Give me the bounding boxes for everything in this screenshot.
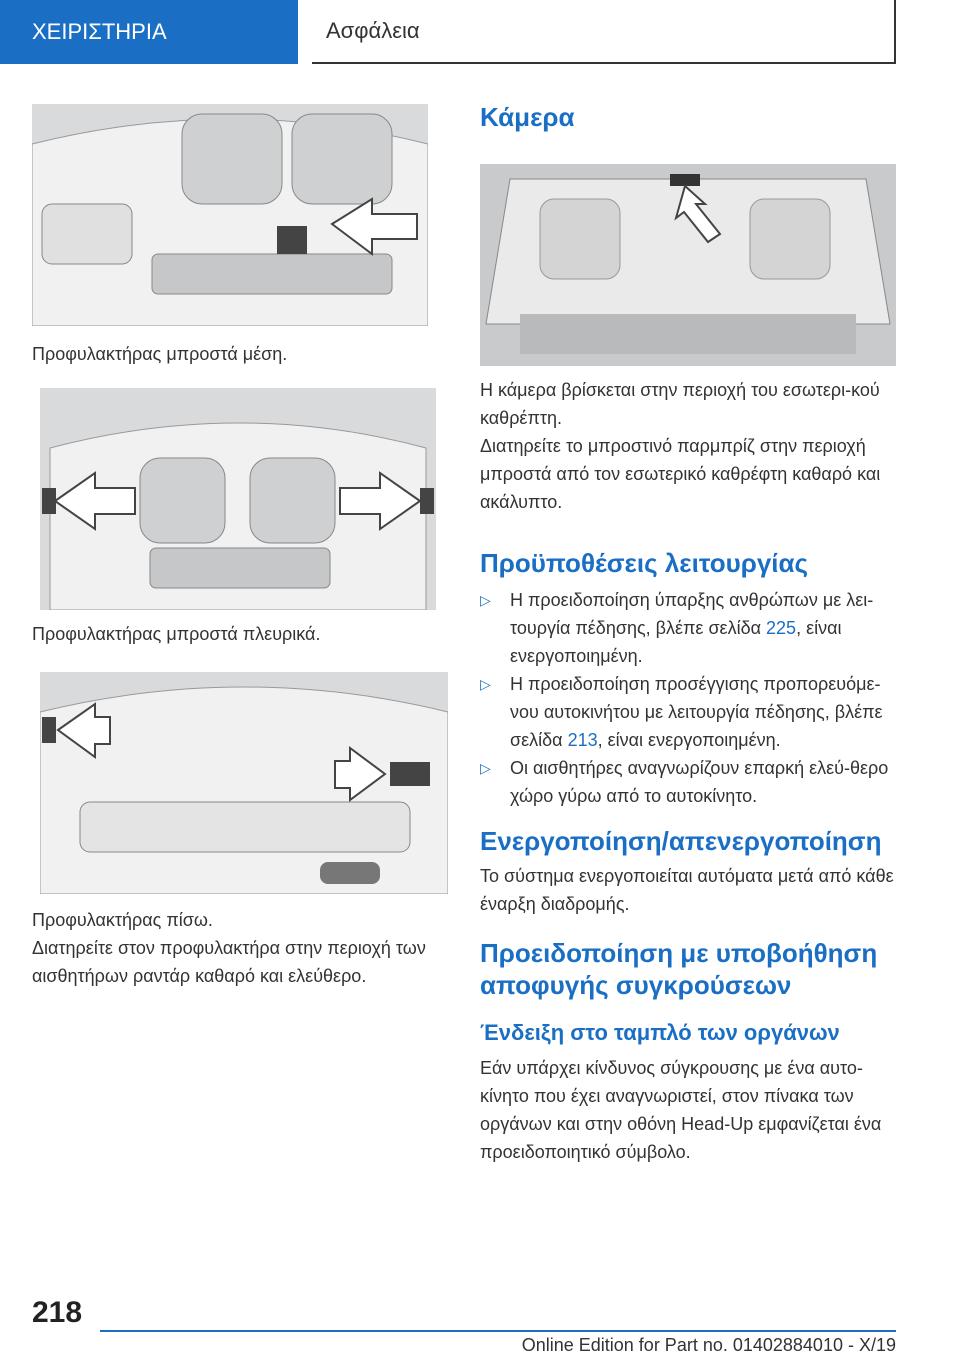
- front-bumper-center-image: [32, 104, 428, 326]
- rear-bumper-illustration: [40, 672, 448, 894]
- manual-section-tab: [0, 0, 298, 64]
- prerequisite-text: Οι αισθητήρες αναγνωρίζουν επαρκή ελεύ-θερο χώρο γύρω από το αυτοκίνητο.: [510, 758, 889, 806]
- triangle-bullet-icon: ▷: [480, 760, 491, 776]
- triangle-bullet-icon: ▷: [480, 676, 491, 692]
- page-link[interactable]: 225: [766, 618, 797, 638]
- front-bumper-center-illustration: [32, 104, 428, 326]
- indication-text: Εάν υπάρχει κίνδυνος σύγκρουσης με ένα αυτο-κίνητο που έχει αναγνωριστεί, στον πίνακα των οργάνων και στην οθόνη Head-Up εμφανίζεται ένα προειδοποιητικό σύμβολο.: [480, 1058, 882, 1162]
- chapter-title: Ασφάλεια: [326, 18, 420, 43]
- prerequisite-text: Η προειδοποίηση ύπαρξης ανθρώπων με λει-τουργία πέδησης, βλέπε σελίδα 225, είναι ενεργοποιημένη.: [510, 590, 874, 666]
- activation-heading: Ενεργοποίηση/απενεργοποίηση: [480, 826, 882, 856]
- caption-front-sides: Προφυλακτήρας μπροστά πλευρικά.: [32, 624, 321, 644]
- prerequisite-item: [480, 670, 900, 754]
- radar-sensor-note: Διατηρείτε στον προφυλακτήρα στην περιοχή των αισθητήρων ραντάρ καθαρό και ελεύθερο.: [32, 938, 426, 986]
- chapter-title-box: [312, 0, 896, 64]
- prerequisites-heading: Προϋποθέσεις λειτουργίας: [480, 548, 809, 578]
- front-bumper-sides-illustration: [40, 388, 436, 610]
- rear-bumper-image: [40, 672, 448, 894]
- caption-rear: Προφυλακτήρας πίσω.: [32, 910, 213, 930]
- activation-text: Το σύστημα ενεργοποιείται αυτόματα μετά από κάθε έναρξη διαδρομής.: [480, 866, 894, 914]
- windshield-camera-illustration: [480, 164, 896, 366]
- warning-heading-line1: Προειδοποίηση με υποβοήθηση: [480, 938, 878, 968]
- prerequisite-item: [480, 754, 900, 810]
- page-link[interactable]: 213: [567, 730, 598, 750]
- indication-heading: Ένδειξη στο ταμπλό των οργάνων: [480, 1020, 840, 1045]
- manual-section-label: ΧΕΙΡΙΣΤΗΡΙΑ: [32, 19, 167, 44]
- prerequisite-text: Η προειδοποίηση προσέγγισης προπορευόμε-νου αυτοκινήτου με λειτουργία πέδησης, βλέπε σελίδα 213, είναι ενεργοποιημένη.: [510, 674, 883, 750]
- caption-front-center: Προφυλακτήρας μπροστά μέση.: [32, 344, 288, 364]
- camera-heading: Κάμερα: [480, 102, 575, 132]
- prerequisite-item: [480, 586, 900, 666]
- warning-heading-line2: αποφυγής συγκρούσεων: [480, 970, 792, 1000]
- camera-location-text: Η κάμερα βρίσκεται στην περιοχή του εσωτερι-κού καθρέπτη.: [480, 380, 880, 428]
- footer-edition: Online Edition for Part no. 01402884010 - X/19: [521, 1335, 896, 1355]
- front-bumper-sides-image: [40, 388, 436, 610]
- windshield-camera-image: [480, 164, 896, 366]
- camera-keep-clear-text: Διατηρείτε το μπροστινό παρμπρίζ στην περιοχή μπροστά από τον εσωτερικό καθρέφτη καθαρό και ακάλυπτο.: [480, 436, 881, 512]
- page-number: 218: [32, 1296, 83, 1329]
- triangle-bullet-icon: ▷: [480, 592, 491, 608]
- footer-divider: [100, 1330, 896, 1332]
